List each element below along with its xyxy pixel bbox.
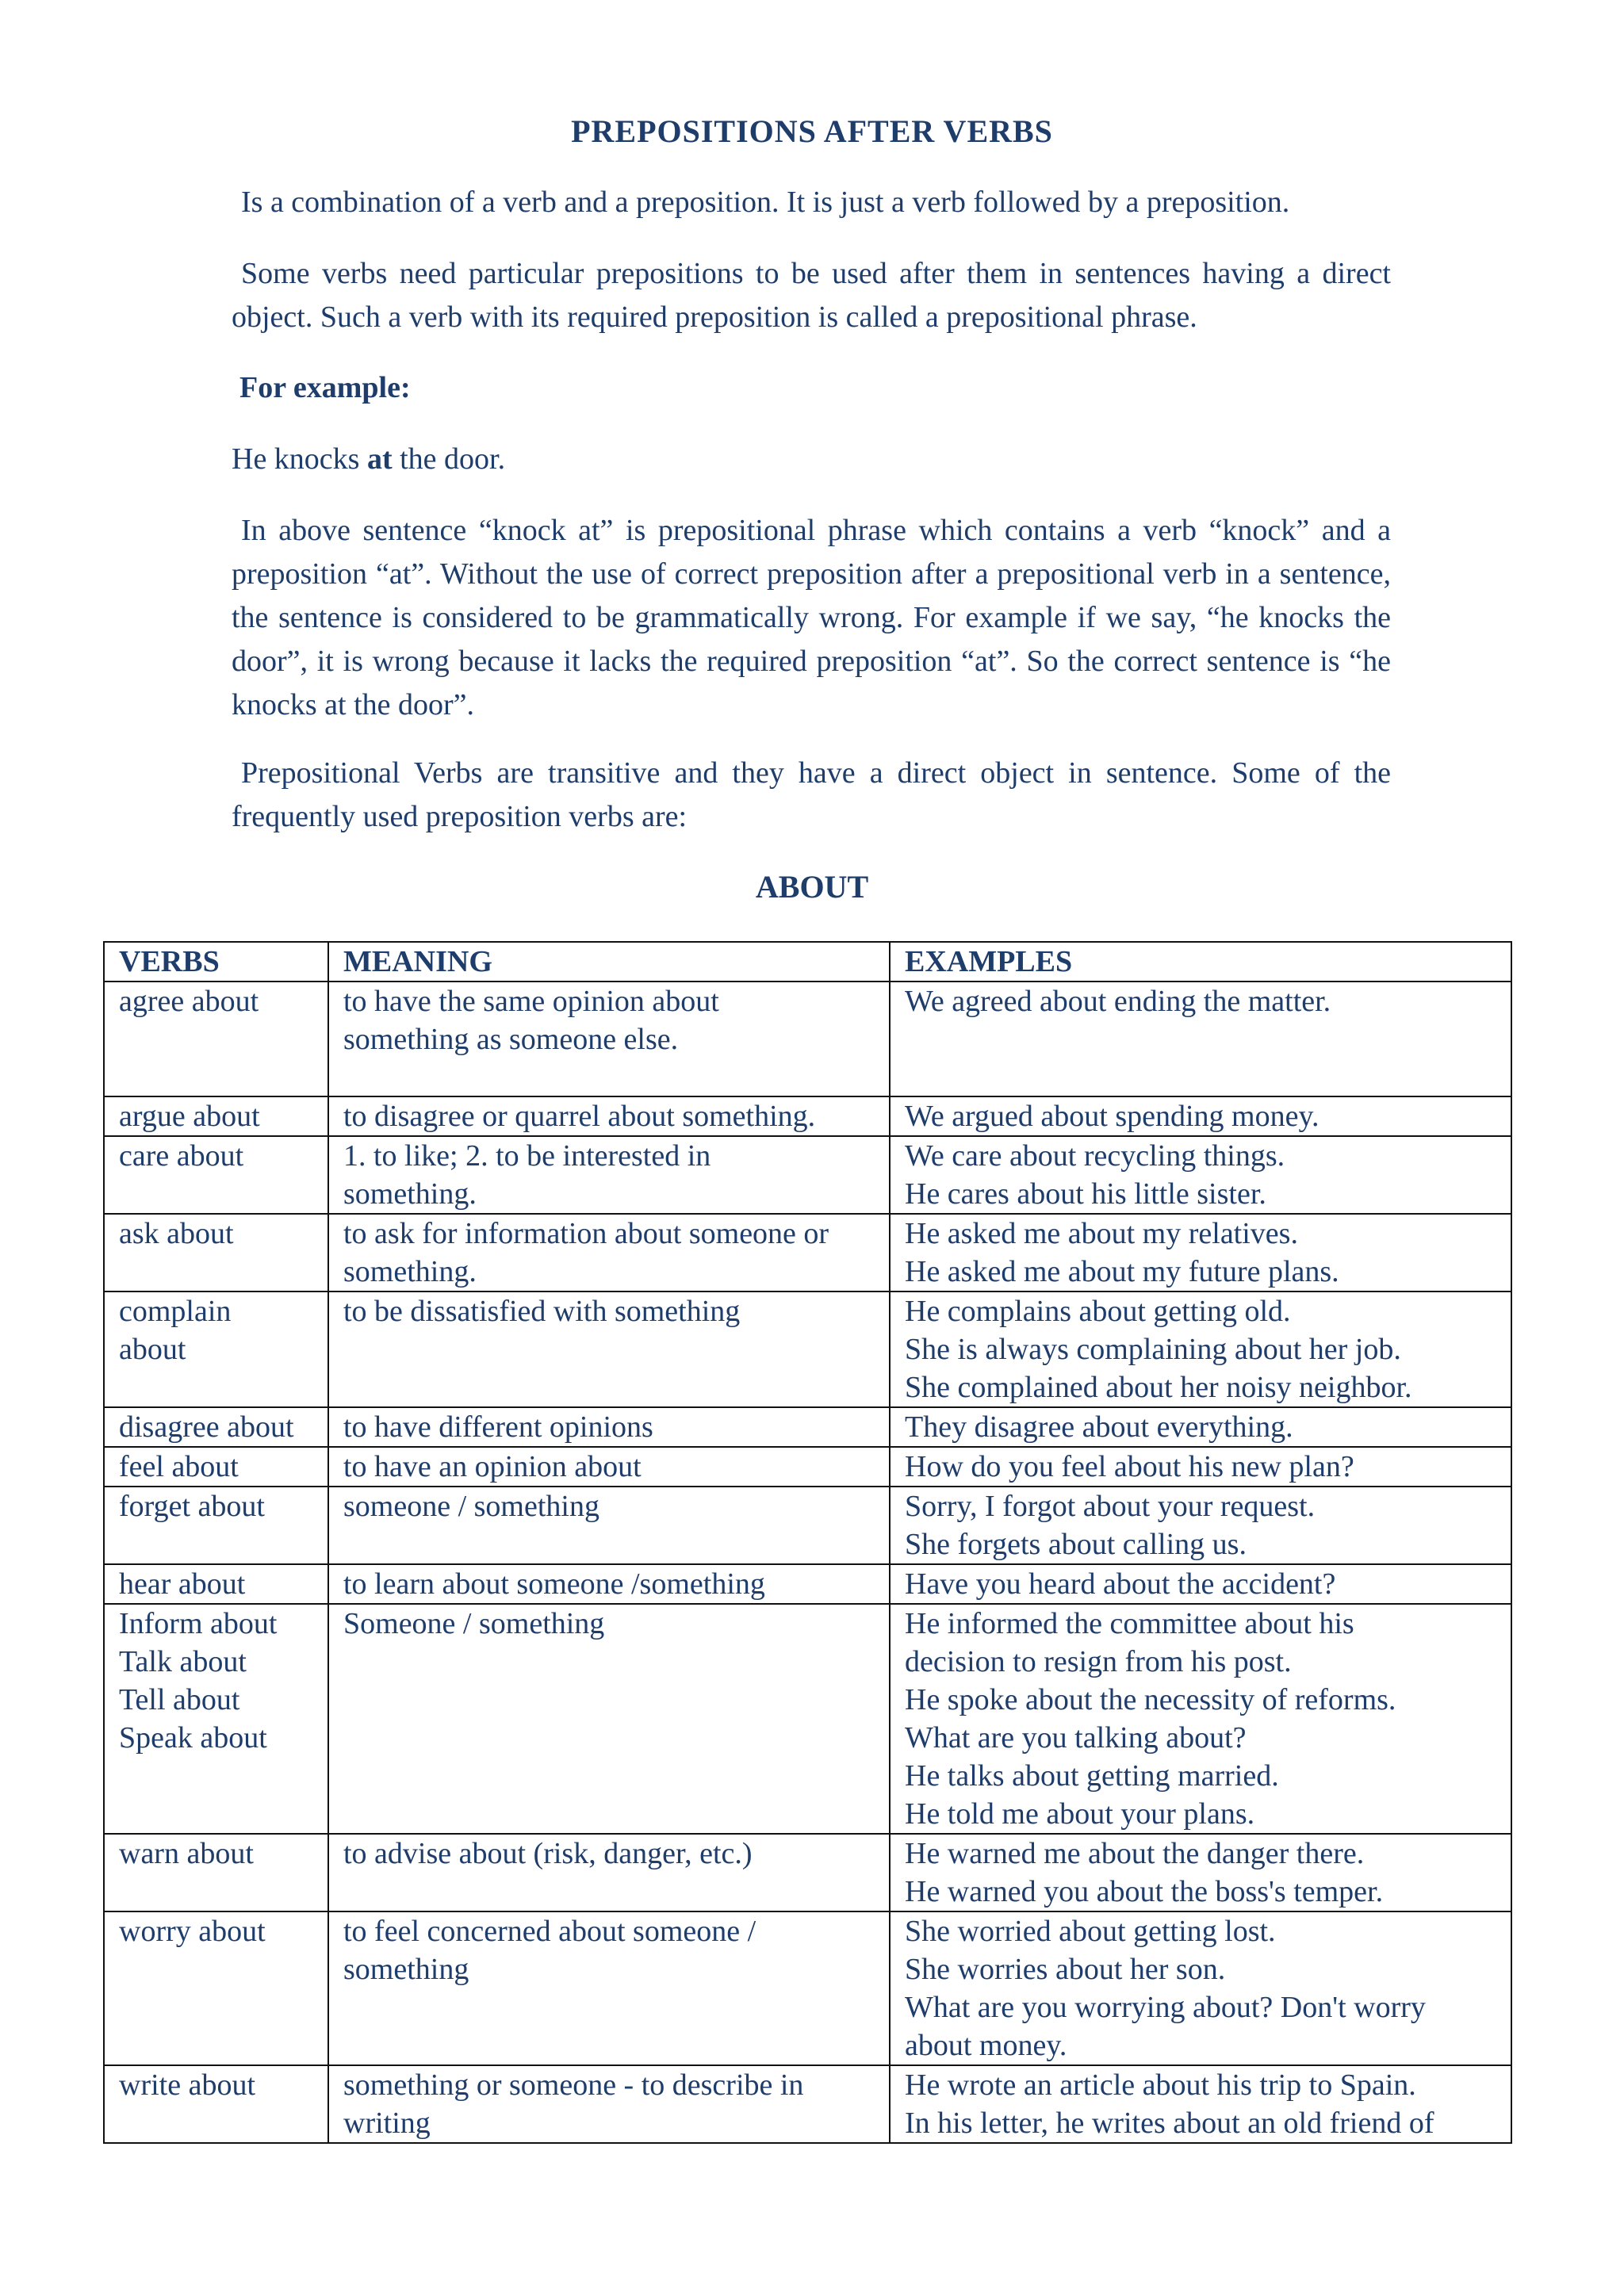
examples-cell — [890, 1407, 1511, 1447]
meaning-cell — [328, 1136, 890, 1214]
examples-cell — [890, 1447, 1511, 1487]
examples-cell — [890, 1292, 1511, 1407]
meaning-line: to have an opinion about — [343, 1450, 642, 1483]
meaning-line: 1. to like; 2. to be interested in — [343, 1139, 711, 1173]
meaning-cell — [328, 1487, 890, 1564]
example-line: He cares about his little sister. — [905, 1177, 1266, 1211]
meaning-line: to ask for information about someone or — [343, 1217, 829, 1250]
meaning-line: to disagree or quarrel about something. — [343, 1100, 816, 1133]
example-text-after: the door. — [392, 442, 506, 476]
example-line: In his letter, he writes about an old friend of — [905, 2107, 1434, 2140]
example-line: What are you worrying about? Don't worry — [905, 1991, 1426, 2024]
meaning-cell — [328, 1447, 890, 1487]
verb-cell — [104, 1834, 328, 1911]
verb-line: care about — [119, 1139, 244, 1173]
meaning-line: something or someone - to describe in — [343, 2068, 804, 2102]
prepositions-table — [103, 941, 1512, 2144]
verb-line: ask about — [119, 1217, 234, 1250]
examples-cell — [890, 1834, 1511, 1911]
intro-paragraph-3-text: In above sentence “knock at” is prepositional phrase which contains a verb “knock” and a preposition “at”. Without the use of correct preposition after a prepositional verb in a sentence, the sentence is considered to be grammatically wrong. For example if we say, “he knocks the door”, it is wrong because it lacks the required preposition “at”. So the correct sentence is “he knocks at the door”. — [232, 514, 1391, 721]
example-line: He warned you about the boss's temper. — [905, 1875, 1384, 1908]
meaning-cell — [328, 1911, 890, 2065]
verb-line: Inform about — [119, 1607, 278, 1640]
meaning-line: to be dissatisfied with something — [343, 1295, 741, 1328]
examples-cell — [890, 1214, 1511, 1292]
meaning-cell — [328, 1407, 890, 1447]
table-body — [104, 982, 1511, 2143]
table-row — [104, 1407, 1511, 1447]
meaning-cell — [328, 1604, 890, 1834]
intro-paragraph-1-text: Is a combination of a verb and a preposition. It is just a verb followed by a preposition. — [241, 186, 1290, 219]
meaning-cell — [328, 2065, 890, 2143]
example-line: Have you heard about the accident? — [905, 1567, 1336, 1601]
meaning-cell — [328, 1214, 890, 1292]
meaning-line: to learn about someone /something — [343, 1567, 765, 1601]
meaning-line: something. — [343, 1255, 477, 1288]
verb-cell — [104, 1564, 328, 1604]
verb-line: hear about — [119, 1567, 246, 1601]
example-line: We care about recycling things. — [905, 1139, 1285, 1173]
verb-line: warn about — [119, 1837, 254, 1870]
meaning-line: to feel concerned about someone / — [343, 1915, 756, 1948]
verb-cell — [104, 1214, 328, 1292]
intro-paragraph-4 — [232, 752, 1391, 839]
example-line: decision to resign from his post. — [905, 1645, 1292, 1678]
verb-line: about — [119, 1333, 186, 1366]
meaning-cell — [328, 1834, 890, 1911]
verb-line: Speak about — [119, 1721, 267, 1755]
example-line: She complained about her noisy neighbor. — [905, 1371, 1412, 1404]
page-title: PREPOSITIONS AFTER VERBS — [571, 113, 1053, 149]
meaning-cell — [328, 1564, 890, 1604]
example-line: They disagree about everything. — [905, 1410, 1293, 1444]
verb-line: agree about — [119, 985, 259, 1018]
header-verbs: VERBS — [104, 942, 328, 982]
table-row — [104, 1136, 1511, 1214]
meaning-line: writing — [343, 2107, 431, 2140]
meaning-line: someone / something — [343, 1490, 599, 1523]
verb-line: Tell about — [119, 1683, 240, 1716]
verb-cell — [104, 1604, 328, 1834]
verb-cell — [104, 1447, 328, 1487]
intro-paragraph-3 — [232, 509, 1391, 727]
example-sentence — [232, 438, 1391, 481]
verb-line: worry about — [119, 1915, 266, 1948]
verb-line: complain — [119, 1295, 232, 1328]
example-line: How do you feel about his new plan? — [905, 1450, 1354, 1483]
table-row — [104, 1292, 1511, 1407]
meaning-line: Someone / something — [343, 1607, 605, 1640]
example-line: She is always complaining about her job. — [905, 1333, 1401, 1366]
verb-cell — [104, 1136, 328, 1214]
table-row — [104, 982, 1511, 1096]
meaning-cell — [328, 1096, 890, 1136]
example-text-before: He knocks — [232, 442, 367, 476]
meaning-line: something. — [343, 1177, 477, 1211]
example-line: He asked me about my future plans. — [905, 1255, 1339, 1288]
table-row — [104, 1911, 1511, 2065]
examples-cell — [890, 2065, 1511, 2143]
verb-line: disagree about — [119, 1410, 294, 1444]
example-line: Sorry, I forgot about your request. — [905, 1490, 1316, 1523]
meaning-cell — [328, 1292, 890, 1407]
examples-cell — [890, 1604, 1511, 1834]
example-heading: For example: — [239, 371, 411, 404]
examples-cell — [890, 1136, 1511, 1214]
example-line: He spoke about the necessity of reforms. — [905, 1683, 1396, 1716]
header-meaning: MEANING — [328, 942, 890, 982]
verb-line: Talk about — [119, 1645, 247, 1678]
examples-cell — [890, 1487, 1511, 1564]
table-row — [104, 1604, 1511, 1834]
example-line: She worries about her son. — [905, 1953, 1226, 1986]
example-text-bold: at — [366, 442, 393, 476]
verb-cell — [104, 982, 328, 1096]
section-title: ABOUT — [755, 869, 869, 905]
verb-line: feel about — [119, 1450, 239, 1483]
intro-paragraph-4-text: Prepositional Verbs are transitive and they have a direct object in sentence. Some of the frequently used preposition verbs are: — [232, 756, 1391, 833]
example-line: He wrote an article about his trip to Spain. — [905, 2068, 1416, 2102]
example-line: He complains about getting old. — [905, 1295, 1291, 1328]
table-row — [104, 1487, 1511, 1564]
verb-cell — [104, 1487, 328, 1564]
verb-cell — [104, 1911, 328, 2065]
examples-cell — [890, 1911, 1511, 2065]
table-row — [104, 1834, 1511, 1911]
example-line: He told me about your plans. — [905, 1797, 1255, 1831]
table-row — [104, 2065, 1511, 2143]
example-line: He informed the committee about his — [905, 1607, 1354, 1640]
verb-line: write about — [119, 2068, 256, 2102]
examples-cell — [890, 1096, 1511, 1136]
meaning-line: to advise about (risk, danger, etc.) — [343, 1837, 753, 1870]
intro-paragraph-2-text: Some verbs need particular prepositions to be used after them in sentences having a direct object. Such a verb with its required preposition is called a prepositional phrase. — [232, 257, 1391, 334]
examples-cell — [890, 982, 1511, 1096]
meaning-line: to have different opinions — [343, 1410, 653, 1444]
verb-cell — [104, 1292, 328, 1407]
intro-paragraph-1 — [232, 181, 1391, 224]
verb-cell — [104, 1096, 328, 1136]
meaning-cell — [328, 982, 890, 1096]
verb-line: argue about — [119, 1100, 260, 1133]
verb-cell — [104, 1407, 328, 1447]
table-row — [104, 1447, 1511, 1487]
table-row — [104, 1564, 1511, 1604]
meaning-line: something — [343, 1953, 469, 1986]
table-row — [104, 1096, 1511, 1136]
example-line: He talks about getting married. — [905, 1759, 1279, 1793]
verb-cell — [104, 2065, 328, 2143]
table-row — [104, 1214, 1511, 1292]
header-examples: EXAMPLES — [890, 942, 1511, 982]
example-line: She worried about getting lost. — [905, 1915, 1276, 1948]
intro-paragraph-2 — [232, 252, 1391, 339]
example-line: What are you talking about? — [905, 1721, 1247, 1755]
verb-line: forget about — [119, 1490, 265, 1523]
table-header-row — [104, 942, 1511, 982]
example-line: She forgets about calling us. — [905, 1528, 1247, 1561]
meaning-line: to have the same opinion about — [343, 985, 719, 1018]
example-line: We agreed about ending the matter. — [905, 985, 1331, 1018]
example-line: We argued about spending money. — [905, 1100, 1320, 1133]
examples-cell — [890, 1564, 1511, 1604]
meaning-line: something as someone else. — [343, 1023, 679, 1056]
example-line: He asked me about my relatives. — [905, 1217, 1298, 1250]
example-line: He warned me about the danger there. — [905, 1837, 1365, 1870]
example-line: about money. — [905, 2029, 1067, 2062]
